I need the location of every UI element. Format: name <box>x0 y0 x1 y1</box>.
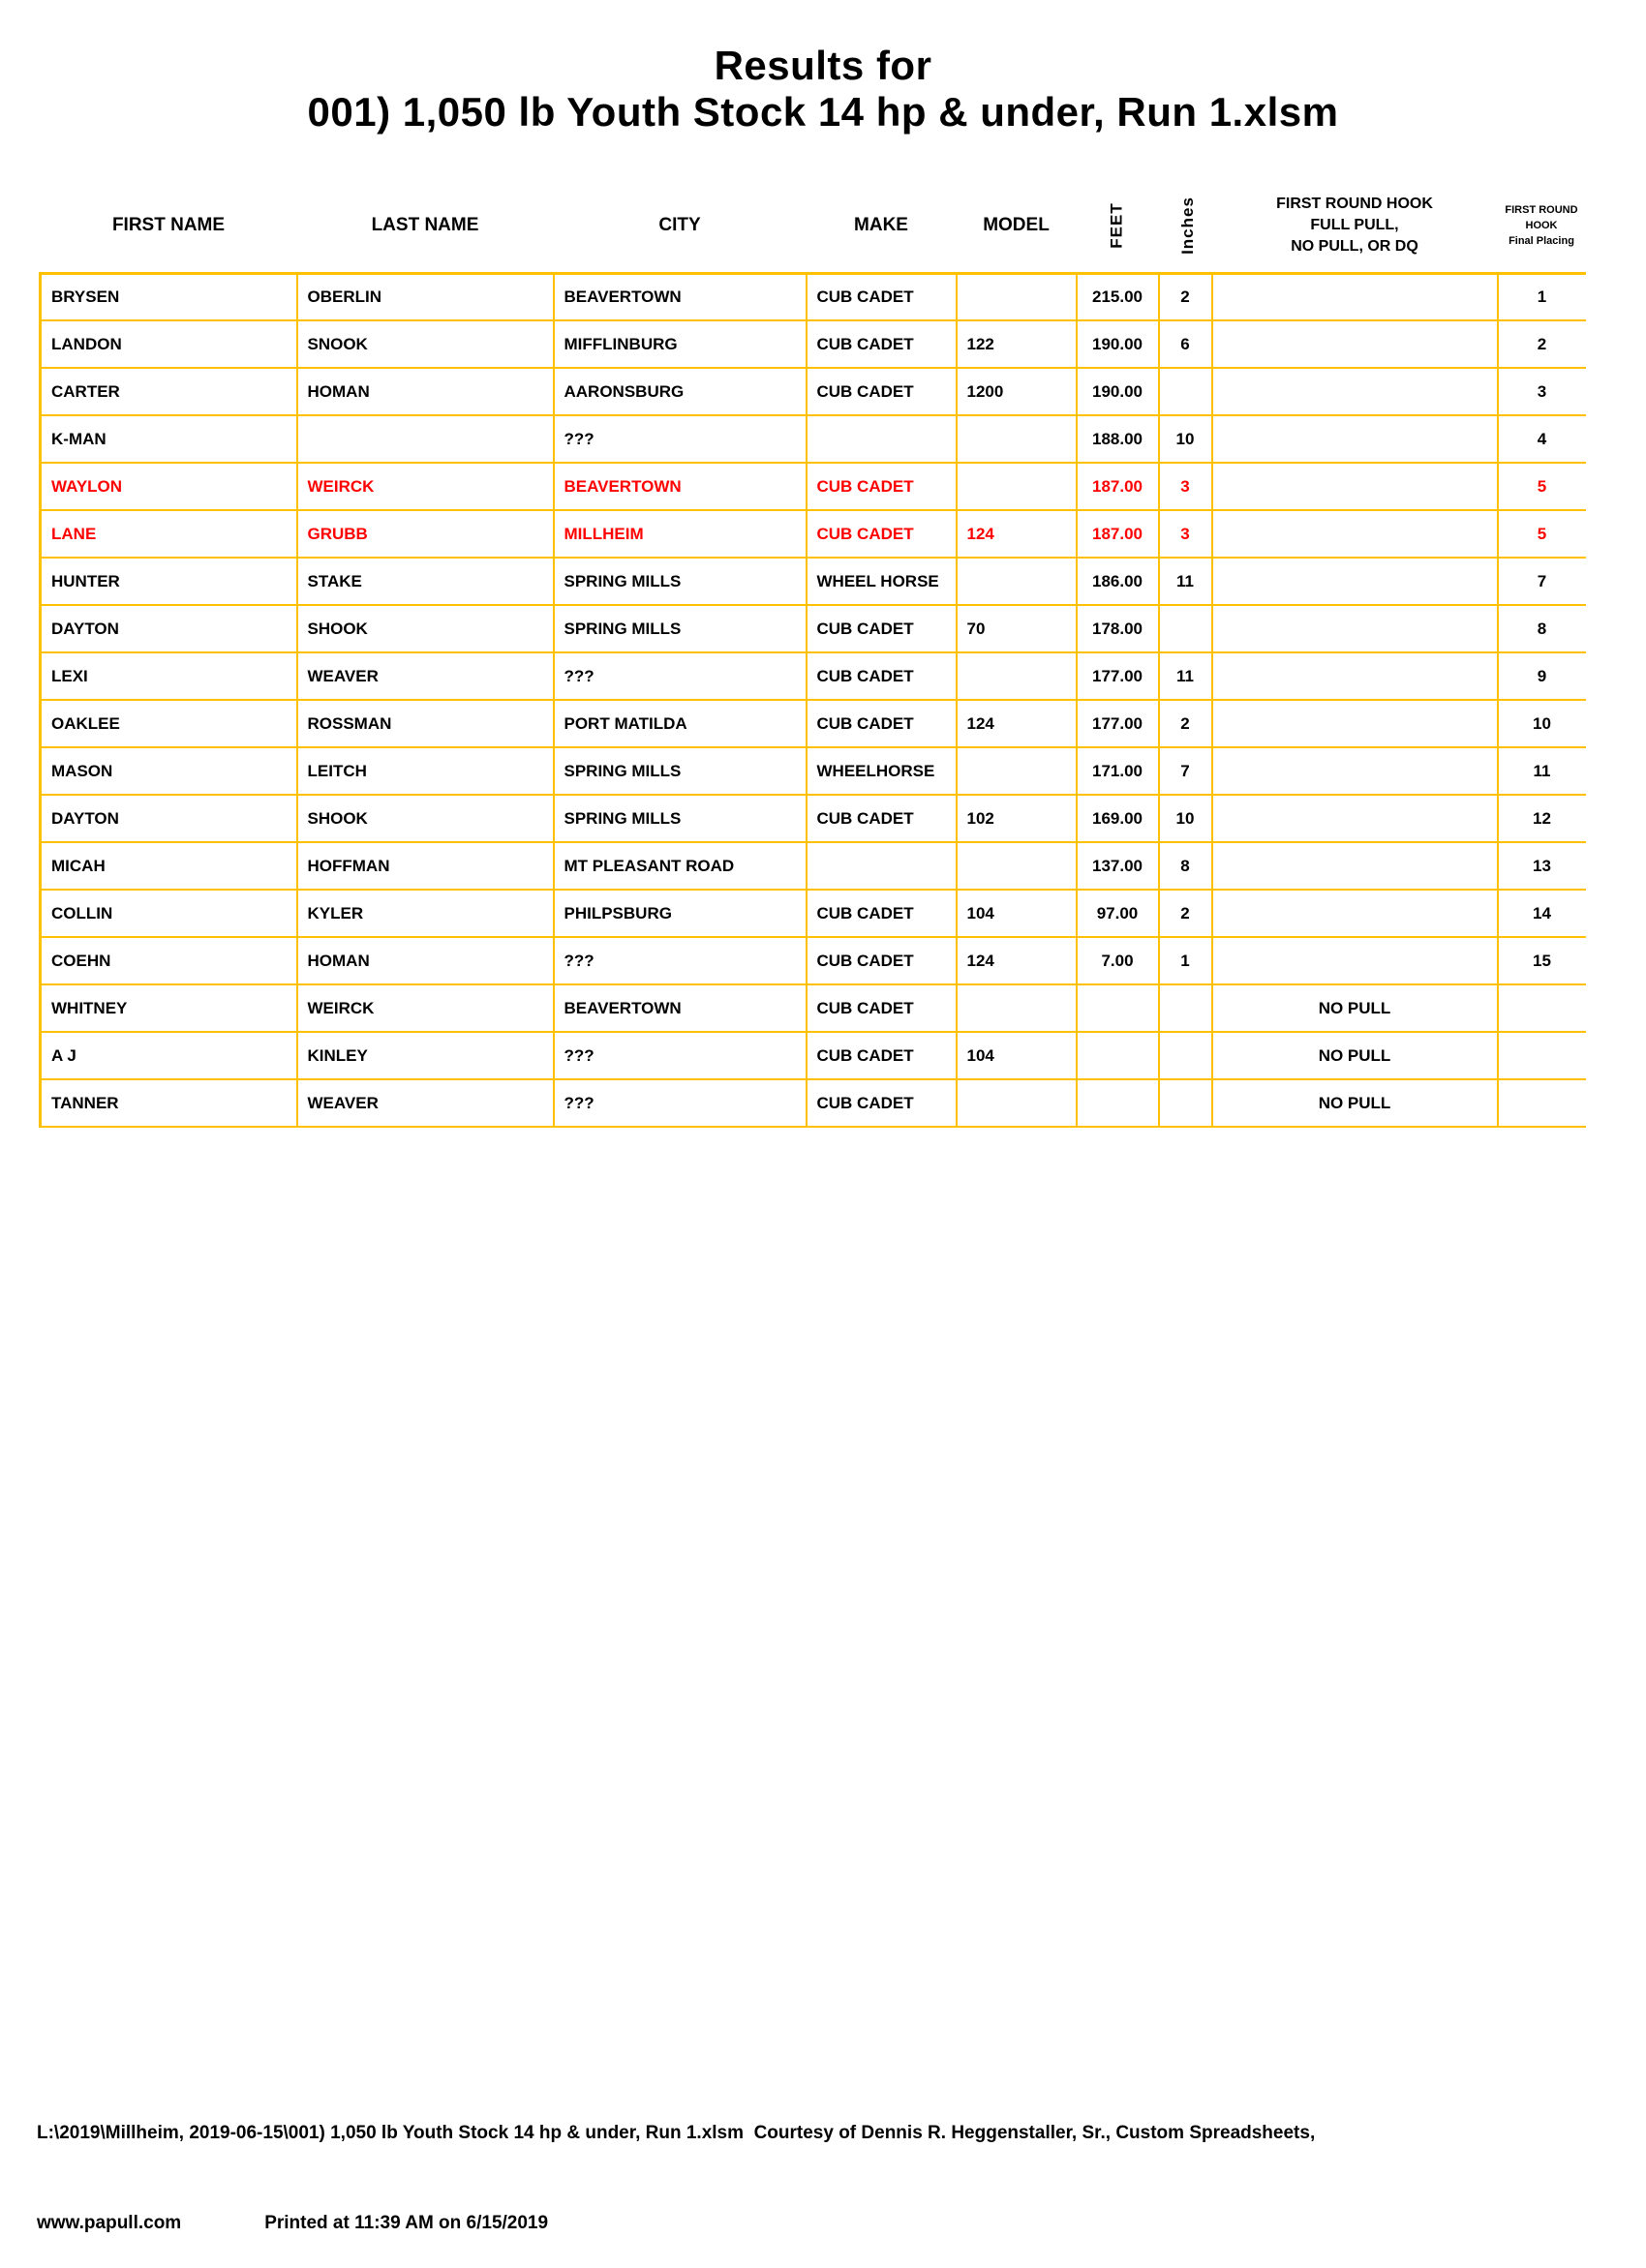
cell-city: SPRING MILLS <box>554 605 807 652</box>
cell-model: 104 <box>957 1032 1077 1079</box>
table-row <box>41 795 1586 842</box>
cell-inches: 8 <box>1159 842 1212 890</box>
table-row <box>41 652 1586 700</box>
page-subtitle: 001) 1,050 lb Youth Stock 14 hp & under, Run 1.xlsm <box>307 89 1339 135</box>
column-header-city: CITY <box>658 215 701 236</box>
cell-first-name: WHITNEY <box>41 984 297 1032</box>
cell-model: 124 <box>957 937 1077 984</box>
cell-city: SPRING MILLS <box>554 747 807 795</box>
results-table <box>39 180 1586 1128</box>
table-row <box>41 937 1586 984</box>
cell-make: CUB CADET <box>807 937 957 984</box>
cell-make: CUB CADET <box>807 368 957 415</box>
cell-first-round-hook <box>1212 605 1498 652</box>
cell-first-name: COLLIN <box>41 890 297 937</box>
cell-last-name: STAKE <box>297 558 554 605</box>
cell-first-round-hook <box>1212 368 1498 415</box>
cell-inches: 10 <box>1159 795 1212 842</box>
cell-first-name: OAKLEE <box>41 700 297 747</box>
cell-first-round-hook <box>1212 273 1498 320</box>
cell-first-name: COEHN <box>41 937 297 984</box>
cell-make: CUB CADET <box>807 273 957 320</box>
table-row <box>41 1032 1586 1079</box>
cell-final-placing: 2 <box>1498 320 1586 368</box>
cell-last-name: SHOOK <box>297 605 554 652</box>
column-header-first-name: FIRST NAME <box>111 215 226 236</box>
cell-inches <box>1159 984 1212 1032</box>
cell-model <box>957 652 1077 700</box>
cell-inches <box>1159 1032 1212 1079</box>
cell-feet: 177.00 <box>1077 700 1159 747</box>
cell-model: 124 <box>957 700 1077 747</box>
cell-last-name: WEAVER <box>297 652 554 700</box>
column-header-last-name: LAST NAME <box>371 215 479 236</box>
cell-make <box>807 842 957 890</box>
cell-make: CUB CADET <box>807 463 957 510</box>
cell-city: MT PLEASANT ROAD <box>554 842 807 890</box>
cell-city: ??? <box>554 1032 807 1079</box>
cell-inches <box>1159 605 1212 652</box>
column-header-inches <box>1159 180 1212 273</box>
cell-feet: 97.00 <box>1077 890 1159 937</box>
cell-first-round-hook <box>1212 415 1498 463</box>
cell-first-round-hook <box>1212 320 1498 368</box>
cell-inches: 11 <box>1159 558 1212 605</box>
cell-inches: 7 <box>1159 747 1212 795</box>
cell-first-round-hook <box>1212 747 1498 795</box>
cell-last-name: LEITCH <box>297 747 554 795</box>
cell-last-name: ROSSMAN <box>297 700 554 747</box>
cell-final-placing: 7 <box>1498 558 1586 605</box>
cell-model: 124 <box>957 510 1077 558</box>
cell-city: BEAVERTOWN <box>554 463 807 510</box>
cell-model <box>957 273 1077 320</box>
cell-city: BEAVERTOWN <box>554 984 807 1032</box>
cell-feet: 190.00 <box>1077 320 1159 368</box>
cell-final-placing: 5 <box>1498 510 1586 558</box>
column-header-feet <box>1077 180 1159 273</box>
cell-inches: 10 <box>1159 415 1212 463</box>
cell-final-placing: 15 <box>1498 937 1586 984</box>
cell-first-round-hook: NO PULL <box>1212 1079 1498 1127</box>
cell-inches <box>1159 1079 1212 1127</box>
cell-model <box>957 415 1077 463</box>
page-footer <box>37 2058 1315 2268</box>
cell-feet: 137.00 <box>1077 842 1159 890</box>
placing-header-line1: FIRST ROUND <box>1505 204 1578 217</box>
cell-city: PHILPSBURG <box>554 890 807 937</box>
cell-final-placing <box>1498 984 1586 1032</box>
cell-first-round-hook <box>1212 700 1498 747</box>
table-row <box>41 320 1586 368</box>
cell-model <box>957 1079 1077 1127</box>
cell-model: 122 <box>957 320 1077 368</box>
cell-model <box>957 463 1077 510</box>
cell-last-name: HOMAN <box>297 937 554 984</box>
cell-city: ??? <box>554 937 807 984</box>
table-row <box>41 605 1586 652</box>
cell-make: WHEELHORSE <box>807 747 957 795</box>
cell-first-name: DAYTON <box>41 795 297 842</box>
cell-first-name: WAYLON <box>41 463 297 510</box>
cell-model: 102 <box>957 795 1077 842</box>
cell-final-placing: 14 <box>1498 890 1586 937</box>
cell-feet: 187.00 <box>1077 463 1159 510</box>
cell-inches: 2 <box>1159 890 1212 937</box>
cell-make: CUB CADET <box>807 1032 957 1079</box>
cell-feet: 186.00 <box>1077 558 1159 605</box>
cell-final-placing: 12 <box>1498 795 1586 842</box>
cell-last-name: WEIRCK <box>297 984 554 1032</box>
cell-inches: 3 <box>1159 463 1212 510</box>
table-row <box>41 273 1586 320</box>
cell-feet: 169.00 <box>1077 795 1159 842</box>
cell-first-name: MASON <box>41 747 297 795</box>
page-title: Results for <box>714 43 932 88</box>
table-row <box>41 890 1586 937</box>
cell-first-name: BRYSEN <box>41 273 297 320</box>
cell-final-placing: 8 <box>1498 605 1586 652</box>
cell-feet <box>1077 1079 1159 1127</box>
cell-city: PORT MATILDA <box>554 700 807 747</box>
cell-feet: 178.00 <box>1077 605 1159 652</box>
table-row <box>41 415 1586 463</box>
cell-make: WHEEL HORSE <box>807 558 957 605</box>
cell-last-name: GRUBB <box>297 510 554 558</box>
cell-first-round-hook <box>1212 652 1498 700</box>
hook-header-line2: FULL PULL, <box>1310 217 1399 234</box>
column-header-first-round-hook <box>1212 180 1498 273</box>
table-row <box>41 842 1586 890</box>
cell-make: CUB CADET <box>807 984 957 1032</box>
cell-last-name: SHOOK <box>297 795 554 842</box>
cell-city: MILLHEIM <box>554 510 807 558</box>
cell-first-name: DAYTON <box>41 605 297 652</box>
cell-first-name: LEXI <box>41 652 297 700</box>
table-row <box>41 463 1586 510</box>
cell-feet: 171.00 <box>1077 747 1159 795</box>
cell-make: CUB CADET <box>807 700 957 747</box>
cell-first-round-hook <box>1212 795 1498 842</box>
cell-final-placing: 9 <box>1498 652 1586 700</box>
cell-city: ??? <box>554 415 807 463</box>
footer-website: www.papull.com <box>37 2213 182 2233</box>
cell-last-name: HOFFMAN <box>297 842 554 890</box>
table-row <box>41 984 1586 1032</box>
cell-make <box>807 415 957 463</box>
cell-first-name: TANNER <box>41 1079 297 1127</box>
cell-make: CUB CADET <box>807 652 957 700</box>
cell-make: CUB CADET <box>807 1079 957 1127</box>
cell-inches: 2 <box>1159 700 1212 747</box>
cell-final-placing: 13 <box>1498 842 1586 890</box>
cell-first-name: A J <box>41 1032 297 1079</box>
cell-feet: 7.00 <box>1077 937 1159 984</box>
cell-first-name: K-MAN <box>41 415 297 463</box>
column-header-final-placing <box>1498 180 1586 273</box>
column-header-model: MODEL <box>983 215 1050 236</box>
cell-model: 70 <box>957 605 1077 652</box>
table-row <box>41 558 1586 605</box>
cell-first-name: LANDON <box>41 320 297 368</box>
hook-header-line1: FIRST ROUND HOOK <box>1276 196 1433 213</box>
cell-model <box>957 842 1077 890</box>
placing-header-line3: Final Placing <box>1509 235 1574 248</box>
cell-inches <box>1159 368 1212 415</box>
cell-final-placing: 1 <box>1498 273 1586 320</box>
cell-feet: 190.00 <box>1077 368 1159 415</box>
cell-final-placing: 11 <box>1498 747 1586 795</box>
cell-last-name <box>297 415 554 463</box>
cell-city: AARONSBURG <box>554 368 807 415</box>
hook-header-line3: NO PULL, OR DQ <box>1291 238 1418 256</box>
cell-model: 104 <box>957 890 1077 937</box>
cell-inches: 11 <box>1159 652 1212 700</box>
feet-rotated-label: FEET <box>1107 202 1126 249</box>
table-row <box>41 747 1586 795</box>
cell-last-name: WEAVER <box>297 1079 554 1127</box>
cell-last-name: SNOOK <box>297 320 554 368</box>
cell-make: CUB CADET <box>807 320 957 368</box>
header-row <box>41 180 1586 273</box>
cell-final-placing: 10 <box>1498 700 1586 747</box>
cell-city: ??? <box>554 1079 807 1127</box>
cell-feet <box>1077 984 1159 1032</box>
cell-make: CUB CADET <box>807 795 957 842</box>
cell-first-round-hook <box>1212 842 1498 890</box>
cell-model: 1200 <box>957 368 1077 415</box>
cell-model <box>957 558 1077 605</box>
cell-last-name: KINLEY <box>297 1032 554 1079</box>
cell-last-name: KYLER <box>297 890 554 937</box>
cell-feet: 177.00 <box>1077 652 1159 700</box>
cell-first-round-hook <box>1212 463 1498 510</box>
cell-last-name: HOMAN <box>297 368 554 415</box>
cell-make: CUB CADET <box>807 510 957 558</box>
cell-final-placing: 3 <box>1498 368 1586 415</box>
cell-make: CUB CADET <box>807 890 957 937</box>
cell-final-placing: 5 <box>1498 463 1586 510</box>
cell-first-name: MICAH <box>41 842 297 890</box>
cell-last-name: OBERLIN <box>297 273 554 320</box>
cell-city: SPRING MILLS <box>554 558 807 605</box>
footer-second-line <box>37 2208 1315 2238</box>
cell-city: MIFFLINBURG <box>554 320 807 368</box>
cell-city: SPRING MILLS <box>554 795 807 842</box>
cell-final-placing <box>1498 1079 1586 1127</box>
cell-first-round-hook: NO PULL <box>1212 1032 1498 1079</box>
cell-first-name: CARTER <box>41 368 297 415</box>
cell-feet: 187.00 <box>1077 510 1159 558</box>
cell-inches: 2 <box>1159 273 1212 320</box>
cell-city: BEAVERTOWN <box>554 273 807 320</box>
inches-rotated-label: Inches <box>1177 197 1197 256</box>
cell-model <box>957 747 1077 795</box>
cell-first-name: HUNTER <box>41 558 297 605</box>
results-table-body <box>41 273 1586 1127</box>
cell-inches: 6 <box>1159 320 1212 368</box>
cell-first-round-hook <box>1212 890 1498 937</box>
footer-printed-at: Printed at 11:39 AM on 6/15/2019 <box>264 2213 549 2233</box>
cell-first-name: LANE <box>41 510 297 558</box>
cell-feet <box>1077 1032 1159 1079</box>
cell-first-round-hook: NO PULL <box>1212 984 1498 1032</box>
cell-last-name: WEIRCK <box>297 463 554 510</box>
placing-header-line2: HOOK <box>1525 220 1558 232</box>
cell-inches: 3 <box>1159 510 1212 558</box>
footer-file-path: L:\2019\Millheim, 2019-06-15\001) 1,050 lb Youth Stock 14 hp & under, Run 1.xlsm Courtesy of Dennis R. Heggenstaller, Sr., Custom Spreadsheets, <box>37 2123 1316 2143</box>
table-row <box>41 510 1586 558</box>
cell-city: ??? <box>554 652 807 700</box>
cell-first-round-hook <box>1212 510 1498 558</box>
table-row <box>41 1079 1586 1127</box>
cell-final-placing: 4 <box>1498 415 1586 463</box>
cell-final-placing <box>1498 1032 1586 1079</box>
cell-model <box>957 984 1077 1032</box>
table-row <box>41 700 1586 747</box>
cell-inches: 1 <box>1159 937 1212 984</box>
cell-first-round-hook <box>1212 558 1498 605</box>
column-header-make: MAKE <box>854 215 908 236</box>
cell-make: CUB CADET <box>807 605 957 652</box>
cell-feet: 188.00 <box>1077 415 1159 463</box>
cell-feet: 215.00 <box>1077 273 1159 320</box>
cell-first-round-hook <box>1212 937 1498 984</box>
table-row <box>41 368 1586 415</box>
